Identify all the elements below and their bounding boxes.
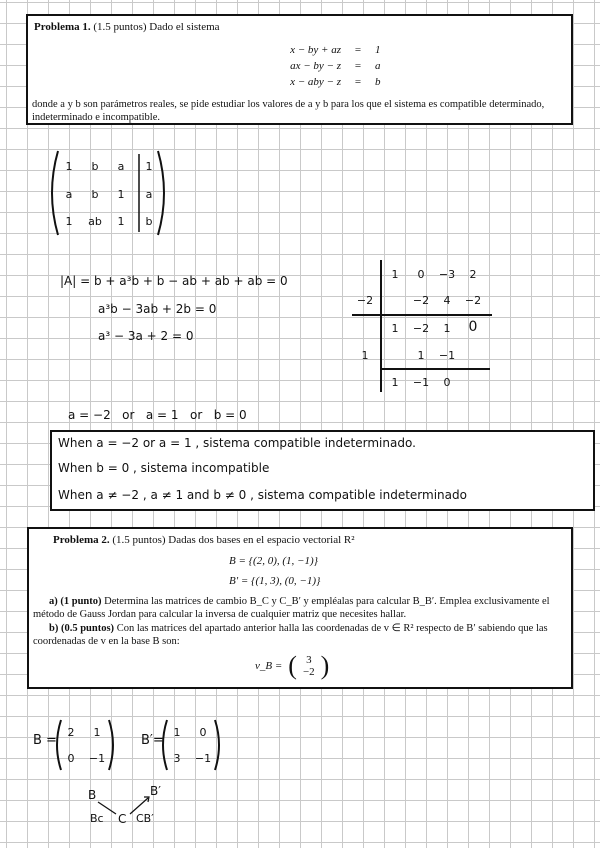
- vector-vb: v_B = ( 3 −2 ): [255, 651, 330, 680]
- ruffini-r5c2: −1: [412, 376, 430, 389]
- basis-bprime: B′ = {(1, 3), (0, −1)}: [229, 575, 321, 587]
- ruffini-r4c2: 1: [417, 349, 425, 362]
- diagram-node-bprime: B′: [150, 784, 161, 798]
- ruffini-r5c1: 1: [391, 376, 399, 389]
- mbp-r2c2: −1: [194, 752, 212, 765]
- eq2-op: =: [354, 60, 362, 72]
- problem1-system: [178, 42, 478, 90]
- eq3-rhs: b: [375, 76, 381, 88]
- vector-label: v_B =: [255, 660, 283, 672]
- determinant-line3: a³ − 3a + 2 = 0: [98, 329, 194, 343]
- eq1-lhs: x − by + az: [290, 44, 341, 56]
- ruffini-table: [352, 258, 502, 394]
- ruffini-r3c1: 1: [391, 322, 399, 335]
- ruffini-r1c2: 0: [417, 268, 425, 281]
- m1-r1c3: a: [117, 160, 125, 173]
- part-a: [33, 595, 569, 621]
- eq2-lhs: ax − by − z: [290, 60, 341, 72]
- ruffini-r2c3: 4: [443, 294, 451, 307]
- augmented-matrix: [48, 148, 170, 238]
- m1-r2c2: b: [91, 188, 99, 201]
- mb-r1c1: 2: [67, 726, 75, 739]
- mbp-r2c1: 3: [173, 752, 181, 765]
- mbp-r1c2: 0: [199, 726, 207, 739]
- roots-line: a = −2 or a = 1 or b = 0: [68, 408, 247, 422]
- problem1-heading: Problema 1.: [34, 21, 91, 33]
- conclusion-line1: When a = −2 or a = 1 , sistema compatible indeterminado.: [58, 436, 416, 450]
- m1-r3c2: ab: [88, 215, 102, 228]
- ruffini-r3c2: −2: [412, 322, 430, 335]
- matrix-bprime-label: B′=: [141, 733, 164, 748]
- eq3-lhs: x − aby − z: [290, 76, 341, 88]
- basis-b: B = {(2, 0), (1, −1)}: [229, 555, 319, 567]
- part-b-text: Con las matrices del apartado anterior halla las coordenadas de v ∈ R² respecto de B′ sabiendo que las coordenadas de v en la base B son:: [33, 623, 548, 647]
- problem2-heading: Problema 2.: [53, 534, 110, 546]
- m1-r2c1: a: [65, 188, 73, 201]
- determinant-line2: a³b − 3ab + 2b = 0: [98, 302, 217, 316]
- problem1-statement: donde a y b son parámetros reales, se pide estudiar los valores de a y b para los que el sistema es compatible determinado, indeterminado e incompatible.: [32, 99, 545, 123]
- matrix-b: [54, 718, 116, 772]
- problem1-box: [26, 14, 573, 125]
- eq1-rhs: 1: [375, 44, 381, 56]
- mb-r2c2: −1: [88, 752, 106, 765]
- ruffini-r5c3: 0: [443, 376, 451, 389]
- m1-r3c3: 1: [117, 215, 125, 228]
- m1-r1c2: b: [91, 160, 99, 173]
- ruffini-r1c3: −3: [438, 268, 456, 281]
- mbp-r1c1: 1: [173, 726, 181, 739]
- part-a-text: Determina las matrices de cambio B_C y C_B′ y empléalas para calcular B_B′. Emplea exclusivamente el método de Gauss Jordan para calcular la inversa de cualquier matriz que necesites hallar.: [33, 596, 550, 620]
- m1-r2c4: a: [145, 188, 153, 201]
- problem2-box: [27, 527, 573, 689]
- ruffini-r2-label: −2: [356, 294, 374, 307]
- eq2-rhs: a: [375, 60, 381, 72]
- eq1-op: =: [354, 44, 362, 56]
- part-b: [33, 622, 569, 648]
- m1-r3c1: 1: [65, 215, 73, 228]
- diagram-edge-bc: Bc: [90, 812, 104, 825]
- conclusion-line2: When b = 0 , sistema incompatible: [58, 461, 270, 475]
- matrix-b-label: B =: [33, 733, 57, 748]
- part-b-label: b) (0.5 puntos): [49, 623, 115, 634]
- ruffini-r4c3: −1: [438, 349, 456, 362]
- eq3-op: =: [354, 76, 362, 88]
- determinant-line1: |A| = b + a³b + b − ab + ab + ab = 0: [60, 274, 288, 288]
- m1-r1c4: 1: [145, 160, 153, 173]
- mb-r2c1: 0: [67, 752, 75, 765]
- ruffini-r3c3: 1: [443, 322, 451, 335]
- diagram-node-c: C: [118, 812, 127, 826]
- vector-entry-2: −2: [302, 666, 315, 678]
- ruffini-r1c1: 1: [391, 268, 399, 281]
- basis-change-diagram: [84, 782, 184, 832]
- problem2-points: (1.5 puntos) Dadas dos bases en el espacio vectorial R²: [112, 534, 355, 546]
- matrix-bprime: [160, 718, 222, 772]
- vector-entry-1: 3: [306, 654, 312, 666]
- mb-r1c2: 1: [93, 726, 101, 739]
- diagram-node-b: B: [88, 788, 97, 802]
- ruffini-r1c4: 2: [469, 268, 477, 281]
- m1-r1c1: 1: [65, 160, 73, 173]
- problem1-points: (1.5 puntos) Dado el sistema: [93, 21, 220, 33]
- part-a-label: a) (1 punto): [49, 596, 102, 607]
- ruffini-r2c2: −2: [412, 294, 430, 307]
- m1-r3c4: b: [145, 215, 153, 228]
- ruffini-r2c4: −2: [464, 294, 482, 307]
- conclusions-box: [50, 430, 595, 511]
- conclusion-line3: When a ≠ −2 , a ≠ 1 and b ≠ 0 , sistema compatible indeterminado: [58, 488, 467, 502]
- m1-r2c3: 1: [117, 188, 125, 201]
- ruffini-r4-label: 1: [361, 349, 369, 362]
- ruffini-r3c4: 0: [468, 319, 478, 335]
- diagram-edge-cbprime: CB′: [136, 812, 154, 825]
